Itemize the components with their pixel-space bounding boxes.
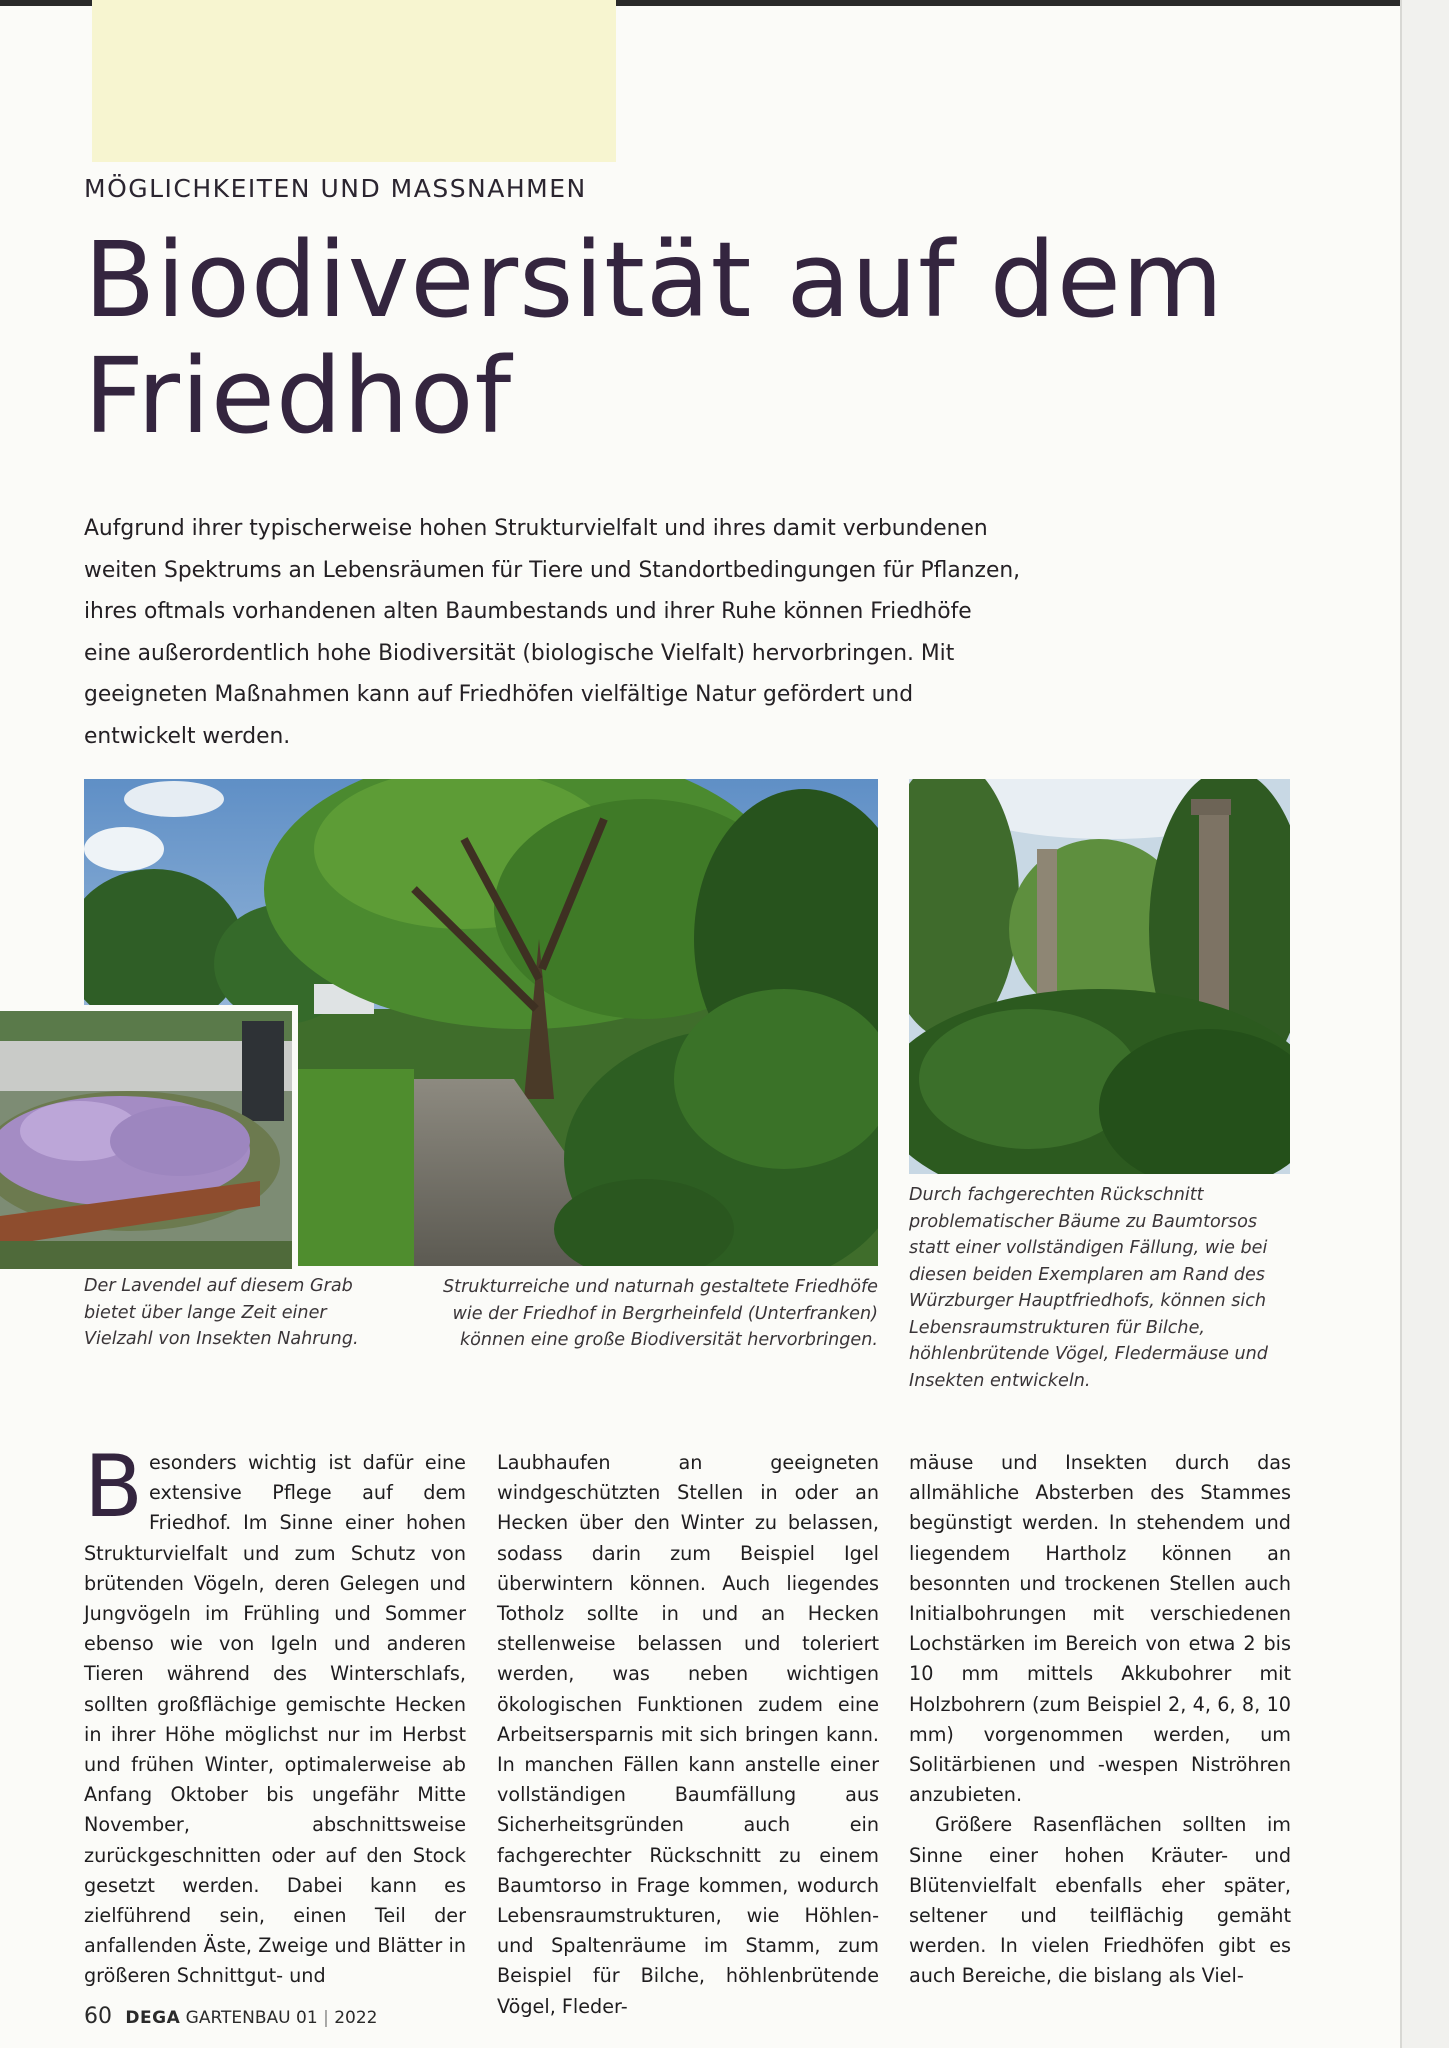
magazine-brand: DEGA [125, 2008, 181, 2028]
column-3-paragraph-1: mäuse und Insekten durch das allmähliche Absterben des Stammes begünstigt werden. In stehendem und liegendem Hartholz können an besonnten und trockenen Stellen auch Initialbohrungen mit verschiedenen Lochstärken im Bereich von etwa 2 bis 10 mm mittels Akkubohrer mit Holzbohrern (zum Beispiel 2, 4, 6, 8, 10 mm) vorgenommen werden, um Solitärbienen und -wespen Niströhren anzubieten. [909, 1451, 1291, 1807]
article-kicker: MÖGLICHKEITEN UND MASSNAHMEN [84, 174, 587, 203]
sticky-note [92, 0, 616, 162]
page-footer [84, 2004, 377, 2029]
issue-number: 01 [296, 2008, 318, 2028]
column-1-text: esonders wichtig ist dafür eine extensive Pflege auf dem Friedhof. Im Sinne einer hohen Strukturvielfalt und zum Schutz von brütenden Vögeln, deren Gelegen und Jungvögeln im Frühling und Sommer ebenso wie von Igeln und anderen Tieren während des Winterschlafs, sollten großflächige gemischte Hecken in ihrer Höhe möglichst nur im Herbst und frühen Winter, optimalerweise ab Anfang Oktober bis ungefähr Mitte November, abschnittsweise zurückgeschnitten oder auf den Stock gesetzt werden. Dabei kann es zielführend sein, einen Teil der anfallenden Äste, Zweige und Blätter in größeren Schnittgut- und [84, 1451, 466, 1988]
body-column-1 [84, 1437, 466, 1992]
column-2-text: Laubhaufen an geeigneten windgeschützten Stellen in oder an Hecken über den Winter zu belassen, sodass darin zum Beispiel Igel überwintern können. Auch liegendes Totholz sollte in und an Hecken stellenweise belassen und toleriert werden, was neben wichtigen ökologischen Funktionen zudem eine Arbeitsersparnis mit sich bringen kann. In manchen Fällen kann anstelle einer vollständigen Baumfällung aus Sicherheitsgründen auch ein fachgerechter Rückschnitt zu einem Baumtorso in Frage kommen, wodurch Lebensraumstrukturen, wie Höhlen- und Spaltenräume im Stamm, zum Beispiel für Bilche, höhlenbrütende Vögel, Fleder- [497, 1451, 879, 2018]
article-title: Biodiversität auf dem Friedhof [84, 219, 1225, 457]
magazine-name: GARTENBAU [185, 2008, 291, 2028]
tree-torso-illustration [909, 779, 1290, 1174]
binding-gutter [1400, 0, 1449, 2048]
issue-year: 2022 [334, 2008, 378, 2028]
column-3-paragraph-2: Größere Rasenflächen sollten im Sinne einer hohen Kräuter- und Blütenvielfalt ebenfalls eher später, seltener und teilflächig gemäht werden. In vielen Friedhöfen gibt es auch Bereiche, die bislang als Viel- [909, 1813, 1291, 1988]
body-column-3 [909, 1448, 1291, 1992]
torso-photo-caption: Durch fachgerechten Rückschnitt problematischer Bäume zu Baumtorsos statt einer vollständigen Fällung, wie bei diesen beiden Exemplaren am Rand des Würzburger Hauptfriedhofs, können sich Lebensraumstrukturen für Bilche, höhlenbrütende Vögel, Fledermäuse und Insekten entwickeln. [909, 1185, 1268, 1391]
body-column-2 [497, 1448, 879, 2022]
main-photo-caption: Strukturreiche und naturnah gestaltete Friedhöfe wie der Friedhof in Bergrheinfeld (Unterfranken) können eine große Biodiversität hervorbringen. [443, 1277, 878, 1350]
lavender-caption: Der Lavendel auf diesem Grab bietet über lange Zeit einer Vielzahl von Insekten Nahrung. [84, 1276, 359, 1349]
lavender-grave-photo [0, 1005, 298, 1275]
tree-torso-photo [909, 779, 1290, 1174]
page-number: 60 [84, 2004, 112, 2029]
lavender-illustration [0, 1011, 292, 1269]
article-intro: Aufgrund ihrer typischerweise hohen Strukturvielfalt und ihres damit verbundenen weiten Spektrums an Lebensräumen für Tiere und Standortbedingungen für Pflanzen, ihres oftmals vorhandenen alten Baumbestands und ihrer Ruhe können Friedhöfe eine außerordentlich hohe Biodiversität (biologische Vielfalt) hervorbringen. Mit geeigneten Maßnahmen kann auf Friedhöfen vielfältige Natur gefördert und entwickelt werden. [84, 516, 1021, 749]
drop-cap: B [84, 1437, 143, 1537]
issue-separator: | [323, 2008, 329, 2028]
